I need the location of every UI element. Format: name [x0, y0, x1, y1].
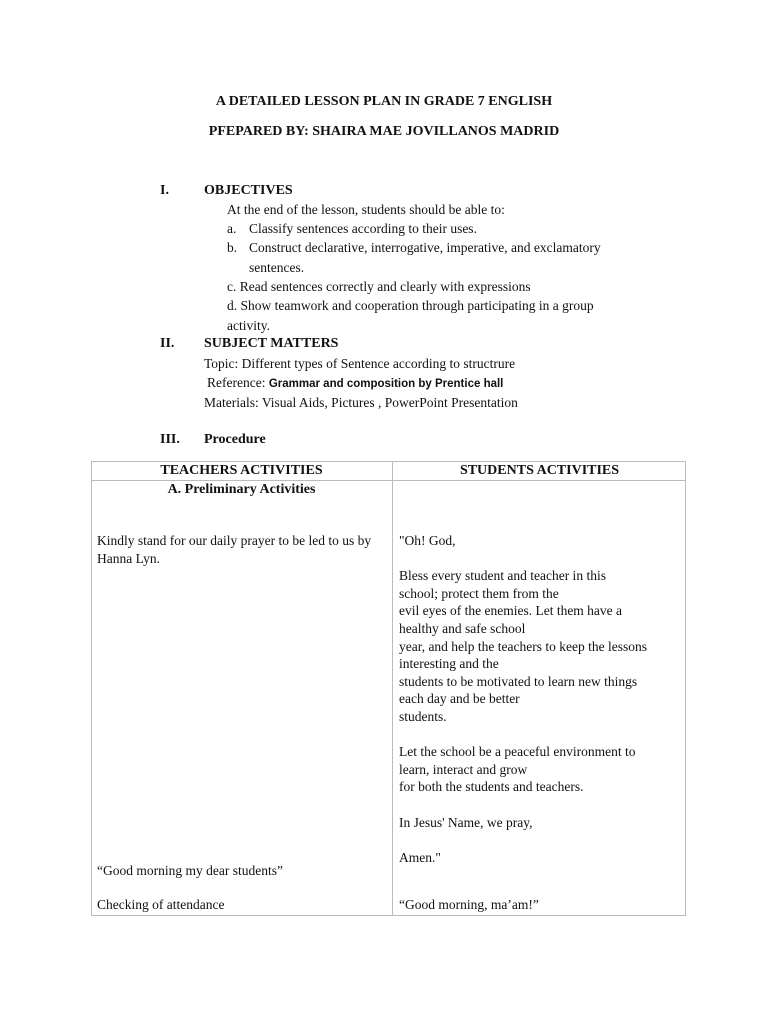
materials-line: Materials: Visual Aids, Pictures , PowerPoint Presentation	[204, 395, 518, 410]
preliminary-activities-heading: A. Preliminary Activities	[167, 482, 316, 497]
prayer-line: "Oh! God,	[399, 533, 456, 548]
subject-matters-number: II.	[160, 336, 175, 351]
reference-label: Reference:	[207, 375, 269, 390]
topic-line: Topic: Different types of Sentence according to structrure	[204, 356, 516, 371]
prayer-line	[399, 726, 683, 744]
page-title: A DETAILED LESSON PLAN IN GRADE 7 ENGLISH	[215, 94, 553, 109]
teacher-greeting: “Good morning my dear students”	[97, 863, 283, 878]
table-column-divider	[392, 461, 393, 916]
procedure-heading: Procedure	[204, 432, 266, 447]
prayer-line: school; protect them from the	[399, 585, 559, 601]
prayer-line: healthy and safe school	[399, 620, 526, 636]
objective-d-text: d. Show teamwork and cooperation through participating in a group	[227, 298, 594, 313]
teacher-attendance: Checking of attendance	[97, 897, 225, 912]
prayer-line	[399, 796, 683, 814]
prayer-line: interesting and the	[399, 656, 499, 672]
prayer-line	[399, 831, 683, 849]
prayer-line: for both the students and teachers.	[399, 779, 584, 795]
objective-b-marker: b.	[227, 240, 238, 255]
prayer-line: year, and help the teachers to keep the lessons	[399, 638, 647, 654]
objectives-intro: At the end of the lesson, students should be able to:	[227, 202, 505, 217]
objective-c-text: c. Read sentences correctly and clearly with expressions	[227, 279, 531, 294]
subject-matters-heading: SUBJECT MATTERS	[204, 336, 339, 351]
prayer-line: students to be motivated to learn new things	[399, 673, 638, 689]
prayer-line: learn, interact and grow	[399, 761, 528, 777]
teacher-prayer-instruction: Kindly stand for our daily prayer to be led to us by Hanna Lyn.	[97, 533, 372, 566]
prepared-by: PFEPARED BY: SHAIRA MAE JOVILLANOS MADRID	[208, 124, 560, 139]
prayer-line: students.	[399, 708, 447, 724]
prayer-line: evil eyes of the enemies. Let them have a	[399, 603, 623, 619]
student-prayer	[399, 532, 683, 866]
objectives-heading: OBJECTIVES	[204, 183, 293, 198]
prayer-line: Bless every student and teacher in this	[399, 568, 606, 584]
prayer-line: Let the school be a peaceful environment to	[399, 744, 636, 760]
objectives-number: I.	[160, 183, 169, 198]
table-header-divider	[91, 480, 686, 481]
objective-b-text: Construct declarative, interrogative, imperative, and exclamatory	[249, 240, 601, 255]
objective-b-continued: sentences.	[249, 260, 305, 275]
students-activities-header: STUDENTS ACTIVITIES	[459, 463, 620, 478]
student-greeting: “Good morning, ma’am!”	[399, 897, 539, 912]
prayer-line: Amen."	[399, 849, 441, 865]
teachers-activities-header: TEACHERS ACTIVITIES	[160, 463, 323, 478]
prayer-line: In Jesus' Name, we pray,	[399, 814, 533, 830]
objective-a-marker: a.	[227, 221, 237, 236]
objective-d-continued: activity.	[227, 318, 270, 333]
prayer-line: each day and be better	[399, 691, 520, 707]
procedure-number: III.	[160, 432, 180, 447]
objective-a-text: Classify sentences according to their uses.	[249, 221, 477, 236]
reference-line	[207, 375, 503, 391]
prayer-line	[399, 550, 683, 568]
reference-value: Grammar and composition by Prentice hall	[268, 378, 504, 390]
